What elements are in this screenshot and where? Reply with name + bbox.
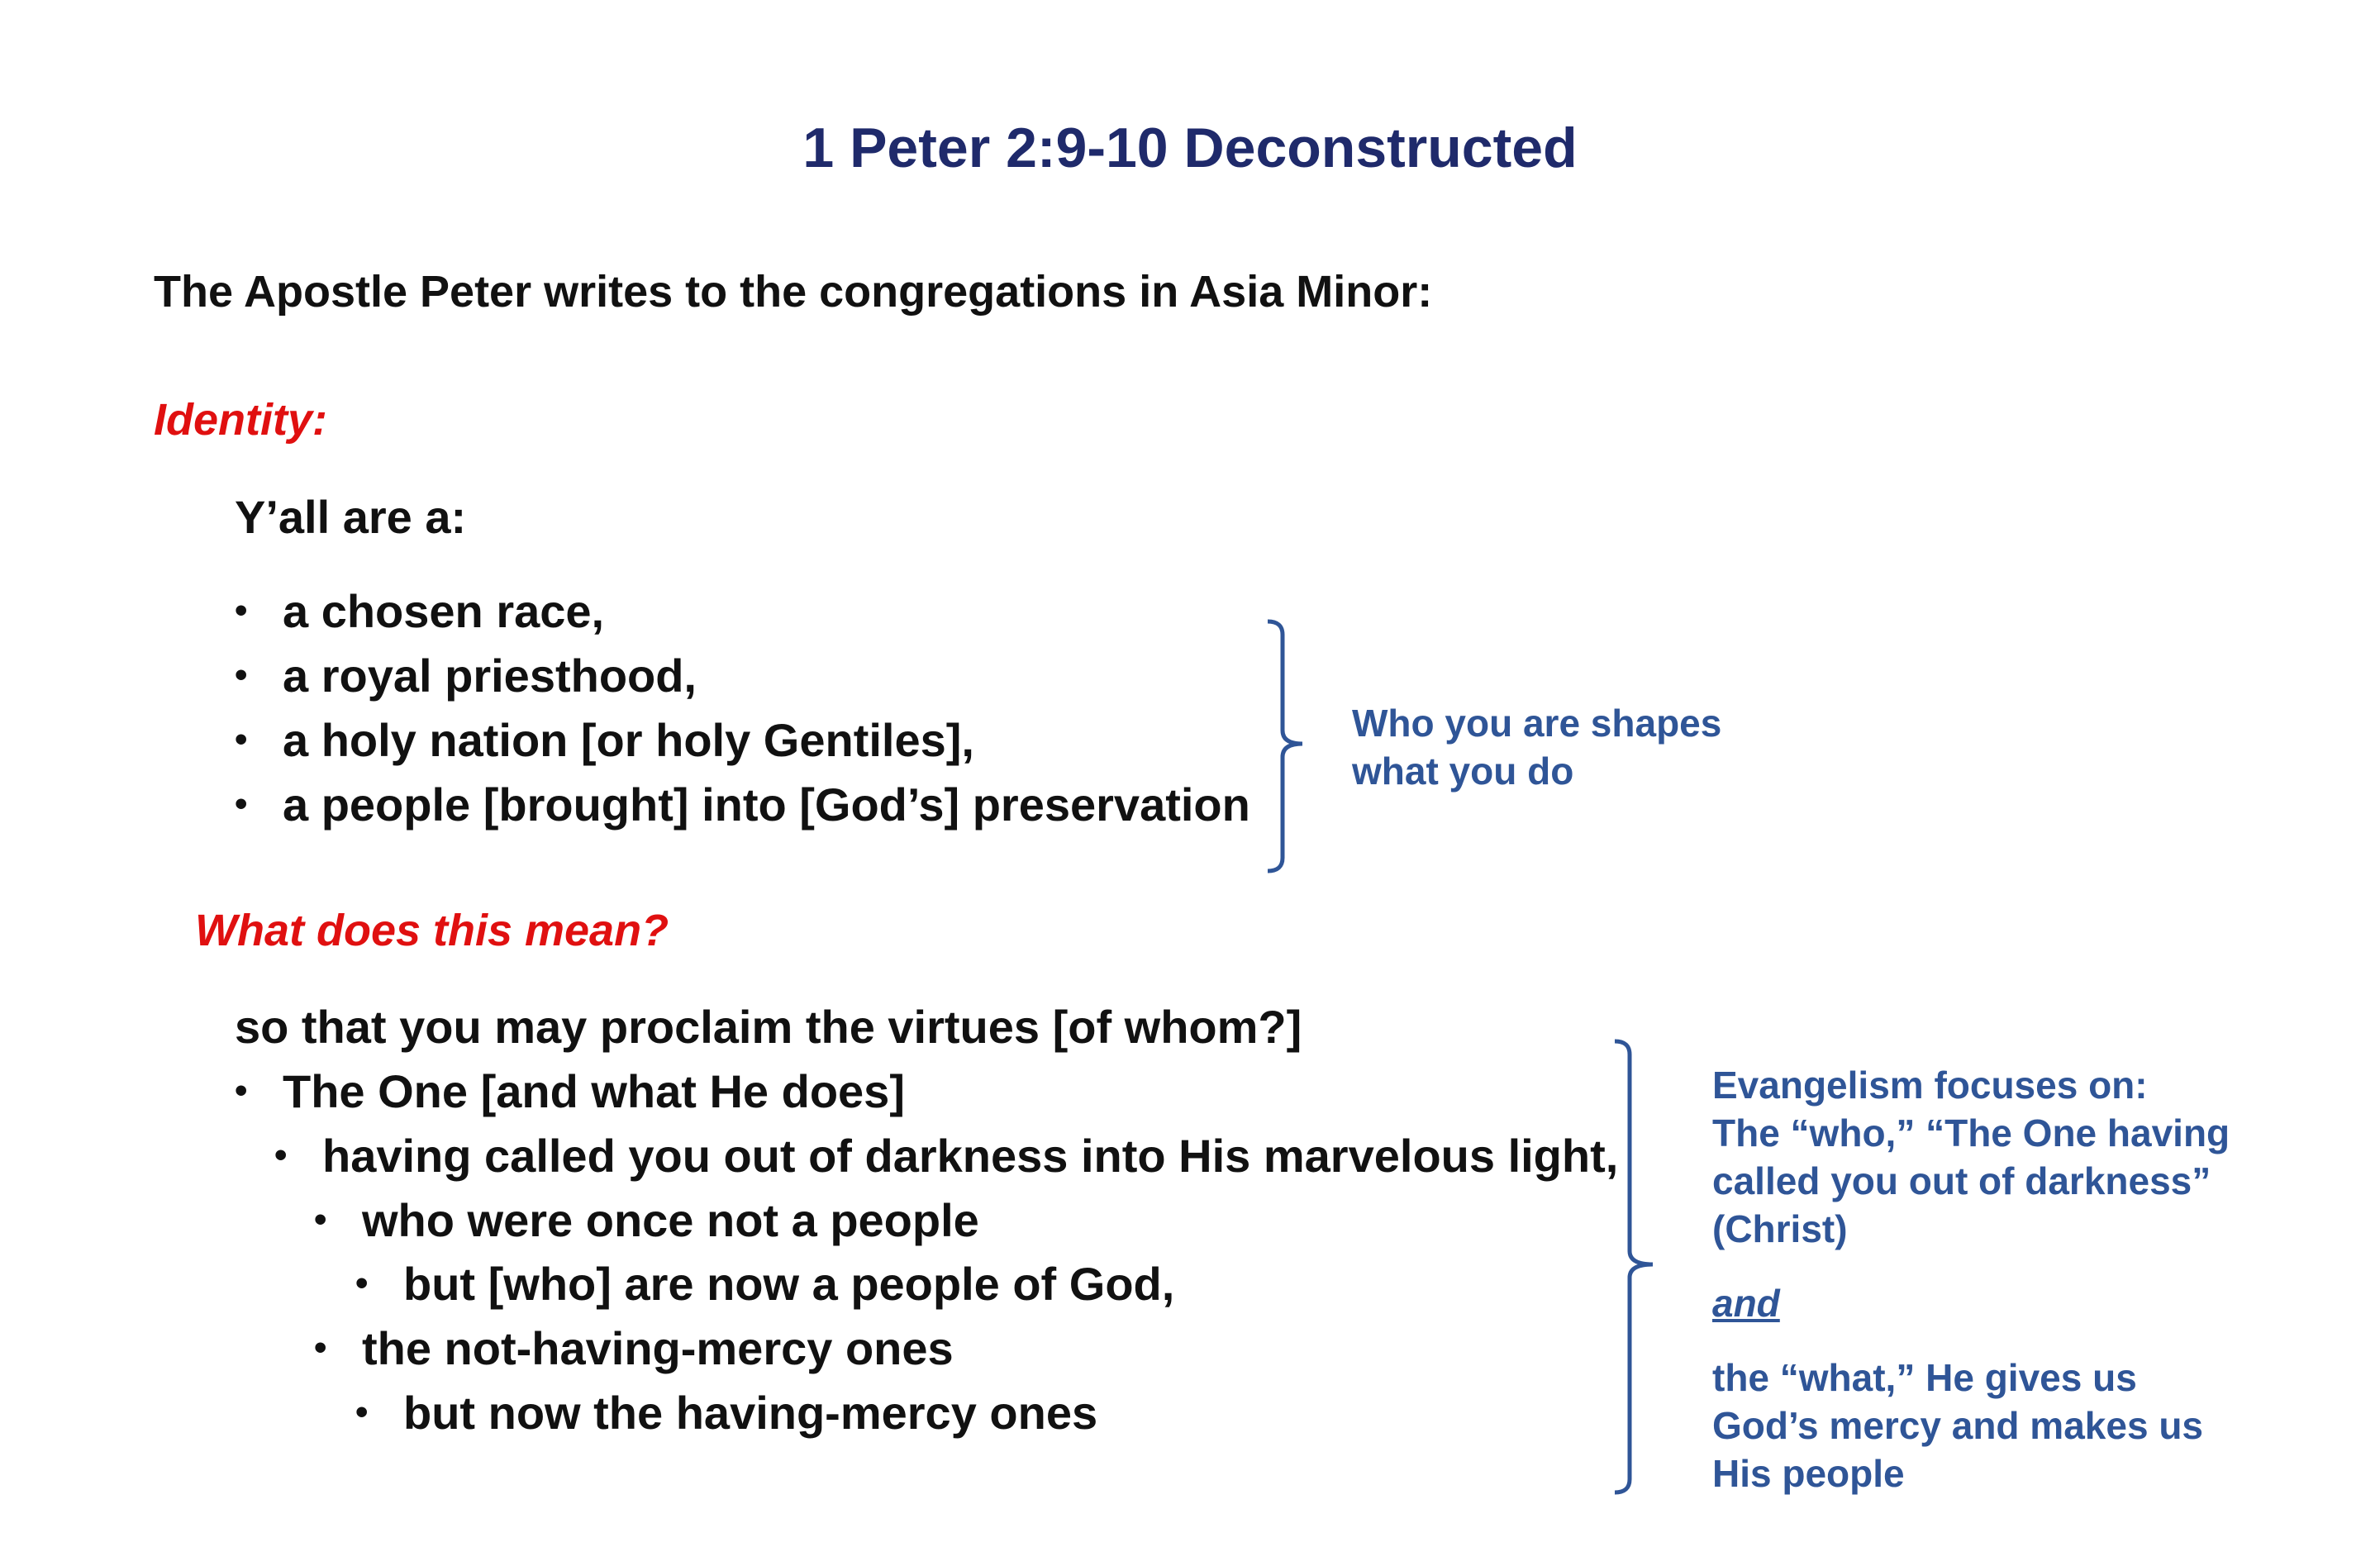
bullet-icon: • <box>235 654 248 695</box>
outline-item <box>274 1129 1618 1183</box>
intro-text: The Apostle Peter writes to the congregations in Asia Minor: <box>154 267 1433 317</box>
identity-item <box>235 713 974 767</box>
bullet-icon: • <box>355 1392 369 1432</box>
bullet-icon: • <box>314 1199 327 1240</box>
evangelism-closing-line: God’s mercy and makes us <box>1712 1404 2204 1447</box>
right-brace-icon <box>1264 618 1330 876</box>
identity-note-line: what you do <box>1352 750 1574 793</box>
identity-note-line: Who you are shapes <box>1352 702 1722 745</box>
identity-item-text: a chosen race, <box>283 585 605 637</box>
evangelism-note-line: The “who,” “The One having <box>1712 1111 2230 1154</box>
identity-item <box>235 778 1250 831</box>
outline-item <box>314 1321 954 1375</box>
outline-item-text: but now the having-mercy ones <box>403 1387 1098 1439</box>
bullet-icon: • <box>235 1070 248 1111</box>
identity-note <box>1352 699 1721 795</box>
identity-heading: Identity: <box>154 395 327 445</box>
outline-item-text: but [who] are now a people of God, <box>403 1258 1175 1310</box>
meaning-heading: What does this mean? <box>195 906 669 955</box>
evangelism-note-line: called you out of darkness” <box>1712 1159 2211 1202</box>
bullet-icon: • <box>274 1135 288 1175</box>
bullet-icon: • <box>235 783 248 824</box>
outline-item-text: having called you out of darkness into His marvelous light, <box>322 1130 1619 1182</box>
outline-item <box>355 1386 1097 1440</box>
proclaim-line: so that you may proclaim the virtues [of whom?] <box>235 1001 1302 1053</box>
outline-item <box>235 1064 905 1118</box>
outline-item <box>314 1193 979 1247</box>
evangelism-note-line: Evangelism focuses on: <box>1712 1064 2148 1107</box>
identity-item <box>235 649 697 702</box>
bullet-icon: • <box>235 590 248 631</box>
right-brace-icon <box>1611 1038 1686 1501</box>
bullet-icon: • <box>235 719 248 759</box>
identity-item-text: a holy nation [or holy Gentiles], <box>283 714 974 766</box>
outline-item <box>355 1257 1174 1311</box>
evangelism-note <box>1712 1061 2230 1497</box>
outline-item-text: the not-having-mercy ones <box>362 1322 954 1374</box>
evangelism-connector: and <box>1712 1282 1780 1325</box>
page-title: 1 Peter 2:9-10 Deconstructed <box>802 117 1578 179</box>
bullet-icon: • <box>355 1263 369 1303</box>
identity-item-text: a people [brought] into [God’s] preservation <box>283 778 1250 831</box>
evangelism-closing-line: His people <box>1712 1452 1905 1495</box>
identity-item <box>235 584 604 638</box>
outline-item-text: who were once not a people <box>362 1194 979 1246</box>
yall-line: Y’all are a: <box>235 491 467 543</box>
bullet-icon: • <box>314 1327 327 1368</box>
outline-item-text: The One [and what He does] <box>283 1065 905 1117</box>
evangelism-note-line: (Christ) <box>1712 1207 1848 1250</box>
identity-item-text: a royal priesthood, <box>283 650 697 702</box>
evangelism-closing-line: the “what,” He gives us <box>1712 1356 2137 1399</box>
